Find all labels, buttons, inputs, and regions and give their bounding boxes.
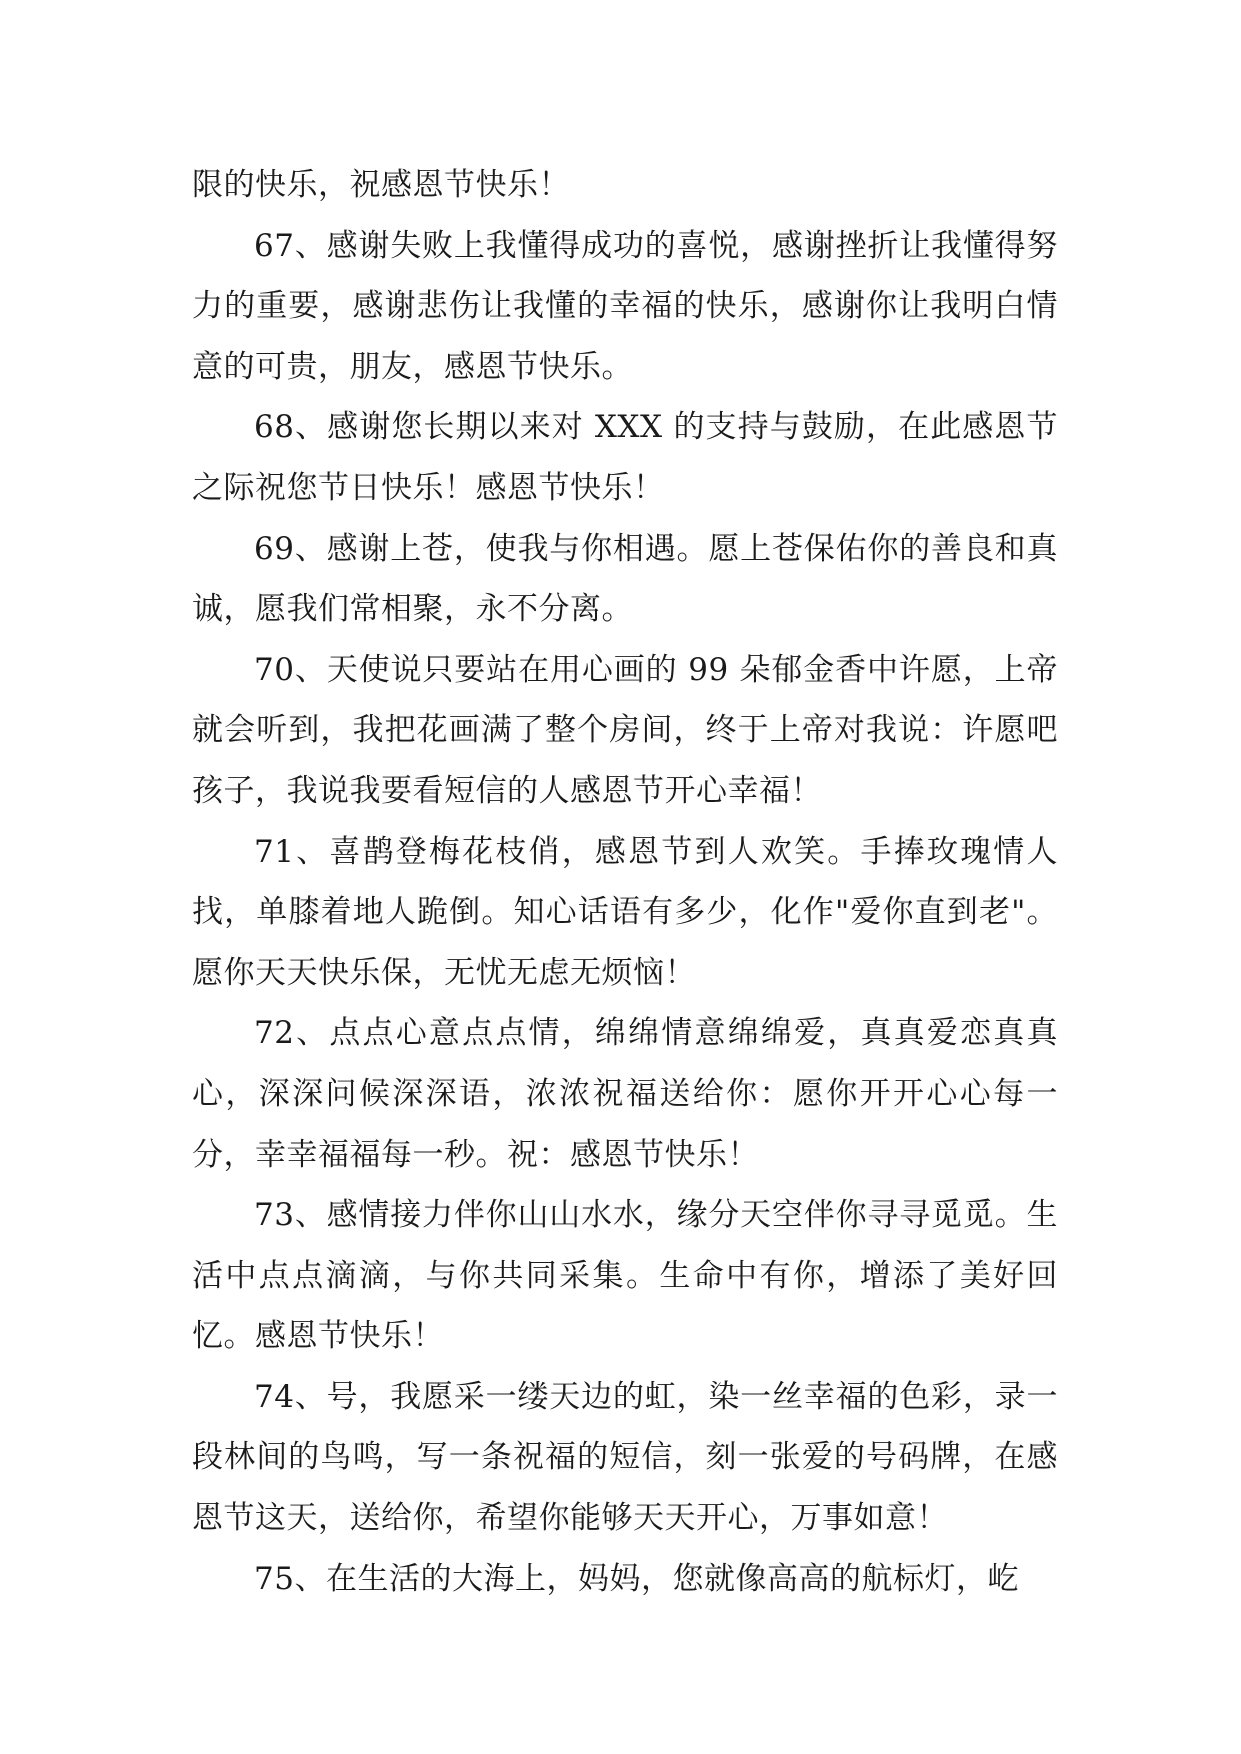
- paragraph-70: 70、天使说只要站在用心画的 99 朵郁金香中许愿，上帝就会听到，我把花画满了整个房间，终于上帝对我说：许愿吧孩子，我说我要看短信的人感恩节开心幸福！: [192, 651, 1058, 809]
- paragraph-73: 73、感情接力伴你山山水水，缘分天空伴你寻寻觅觅。生活中点点滴滴，与你共同采集。生命中有你，增添了美好回忆。感恩节快乐！: [192, 1197, 1058, 1355]
- paragraph-continuation: 限的快乐，祝感恩节快乐！: [192, 167, 570, 203]
- paragraph-67: 67、感谢失败上我懂得成功的喜悦，感谢挫折让我懂得努力的重要，感谢悲伤让我懂的幸福的快乐，感谢你让我明白情意的可贵，朋友，感恩节快乐。: [192, 227, 1058, 385]
- paragraph-75: 75、在生活的大海上，妈妈，您就像高高的航标灯，屹: [254, 1560, 1019, 1597]
- paragraph-69: 69、感谢上苍，使我与你相遇。愿上苍保佑你的善良和真诚，愿我们常相聚，永不分离。: [192, 530, 1058, 628]
- document-body: [192, 155, 1058, 1609]
- paragraph-74: 74、号，我愿采一缕天边的虹，染一丝幸福的色彩，录一段林间的鸟鸣，写一条祝福的短信，刻一张爱的号码牌，在感恩节这天，送给你，希望你能够天天开心，万事如意！: [192, 1378, 1058, 1537]
- paragraph-68: 68、感谢您长期以来对 XXX 的支持与鼓励，在此感恩节之际祝您节日快乐！感恩节快乐！: [192, 409, 1058, 506]
- paragraph-72: 72、点点心意点点情，绵绵情意绵绵爱，真真爱恋真真心，深深问候深深语，浓浓祝福送给你：愿你开开心心每一分，幸幸福福每一秒。祝：感恩节快乐！: [192, 1015, 1058, 1173]
- paragraph-71: 71、喜鹊登梅花枝俏，感恩节到人欢笑。手捧玫瑰情人找，单膝着地人跪倒。知心话语有多少，化作"爱你直到老"。愿你天天快乐保，无忧无虑无烦恼！: [192, 833, 1058, 991]
